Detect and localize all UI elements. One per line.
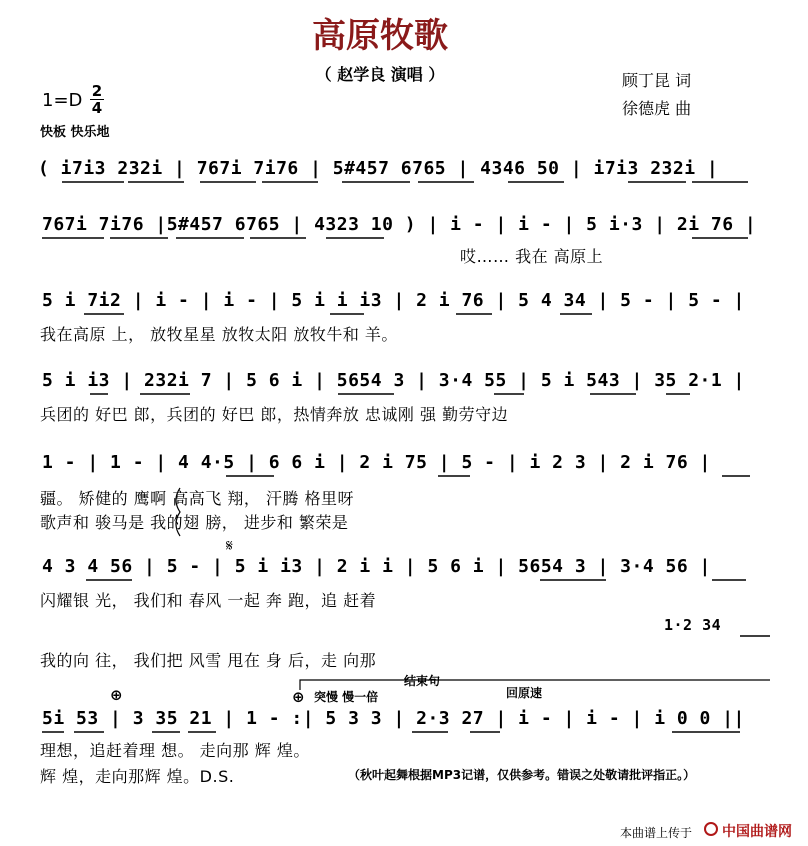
coda-sign: ⊕	[110, 686, 123, 704]
site-logo-icon	[704, 822, 718, 836]
lyricist-credit: 顾丁昆 词	[622, 71, 692, 90]
lyrics-row-2-verse-1: 哎…… 我在 高原上	[460, 247, 604, 266]
site-brand-link[interactable]: 中国曲谱网	[722, 824, 792, 840]
small-notes-annotation: 1·2 34	[664, 616, 722, 634]
notation-row-2: 767i 7i76 |5#457 6765 | 4323 10 ) | i - | i - | 5 i·3 | 2i 76 |	[42, 214, 757, 235]
notation-row-3: 5 i 7i2 | i - | i - | 5 i i i3 | 2 i 76 | 5 4 34 | 5 - | 5 - |	[42, 290, 745, 311]
coda-sign-2: ⊕	[292, 688, 305, 706]
composer-credit: 徐德虎 曲	[622, 99, 692, 118]
tempo-marking: 快板 快乐地	[40, 125, 110, 140]
lyrics-row-7-verse-2: 辉 煌，走向那辉 煌。D.S.	[40, 767, 235, 786]
lyrics-row-6-verse-2: 我的向 往， 我们把 风雪 甩在 身 后，走 向那	[40, 651, 377, 670]
time-signature-top: 2	[91, 82, 103, 100]
key-signature: 1=D	[42, 90, 83, 111]
upload-note: 本曲谱上传于	[620, 826, 693, 840]
lyrics-row-6-verse-1: 闪耀银 光， 我们和 春风 一起 奔 跑，追 赶着	[40, 591, 377, 610]
notation-row-7: 5i 53 | 3 35 21 | 1 - :| 5 3 3 | 2·3 27 | i - | i - | i 0 0 ||	[42, 708, 745, 729]
ending-phrase-marking: 结束句	[404, 674, 441, 688]
lyrics-row-4-verse-1: 兵团的 好巴 郎，兵团的 好巴 郎，热情奔放 忠诚刚 强 勤劳守边	[40, 405, 509, 424]
performer-subtitle: （ 赵学良 演唱 ）	[315, 65, 445, 84]
sudden-slow-marking: 突慢 慢一倍	[314, 690, 379, 704]
back-tempo-marking: 回原速	[506, 686, 543, 700]
notation-row-6: 4 3 4 56 | 5 - | 5 i i3 | 2 i i | 5 6 i | 5654 3 | 3·4 56 |	[42, 556, 711, 577]
notation-row-5: 1 - | 1 - | 4 4·5 | 6 6 i | 2 i 75 | 5 - | i 2 3 | 2 i 76 |	[42, 452, 711, 473]
notation-row-1: ( i7i3 232i | 767i 7i76 | 5#457 6765 | 4346 50 | i7i3 232i |	[38, 158, 719, 179]
lyrics-row-3-verse-1: 我在高原 上， 放牧星星 放牧太阳 放牧牛和 羊。	[40, 325, 398, 344]
lyrics-row-5-verse-2: 歌声和 骏马是 我的翅 膀， 进步和 繁荣是	[40, 513, 349, 532]
song-title: 高原牧歌	[312, 16, 448, 56]
notation-row-4: 5 i i3 | 232i 7 | 5 6 i | 5654 3 | 3·4 55 | 5 i 543 | 35 2·1 |	[42, 370, 745, 391]
lyrics-row-5-verse-1: 疆。 矫健的 鹰啊 高高飞 翔， 汗腾 格里呀	[40, 489, 355, 508]
segno-sign: 𝄋	[226, 536, 233, 555]
lyrics-row-7-verse-1: 理想，追赶着理 想。 走向那 辉 煌。	[40, 741, 310, 760]
transcription-comment: （秋叶起舞根据MP3记谱，仅供参考。错误之处敬请批评指正。）	[348, 768, 696, 782]
time-signature-bottom: 4	[91, 99, 103, 117]
